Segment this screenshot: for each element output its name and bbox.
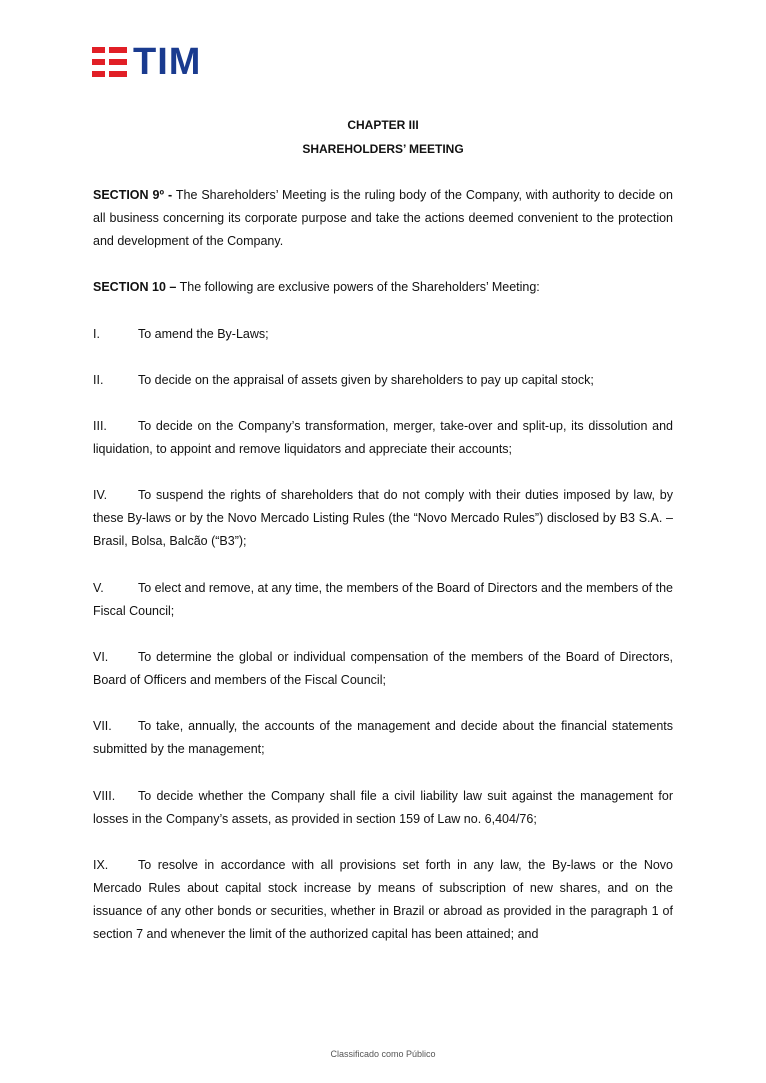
section-text: The following are exclusive powers of the Shareholders’ Meeting: [176,280,540,294]
item-text: To take, annually, the accounts of the management and decide about the financial statements submitted by the management; [93,719,673,756]
item-number: I. [93,327,100,341]
item-number: IX. [93,858,109,872]
list-item [93,484,673,553]
item-number: III. [93,419,107,433]
item-number: II. [93,373,104,387]
item-text: To suspend the rights of shareholders that do not comply with their duties imposed by law, by these By-laws or by the Novo Mercado Listing Rules (the “Novo Mercado Rules”) disclosed by B3 S.A. – Brasil, Bolsa, Balcão (“B3”); [93,488,673,548]
item-number: VI. [93,650,109,664]
list-item [93,323,673,346]
list-item [93,715,673,761]
list-item [93,785,673,831]
section-9-paragraph [93,184,673,253]
item-text: To decide whether the Company shall file a civil liability law suit against the management for losses in the Company’s assets, as provided in section 159 of Law no. 6,404/76; [93,789,673,826]
item-text: To decide on the appraisal of assets given by shareholders to pay up capital stock; [138,373,594,387]
tim-logo [92,41,202,83]
list-item [93,646,673,692]
logo-text: TIM [133,41,202,83]
list-item [93,369,673,392]
item-number: VIII. [93,789,116,803]
classification-footer: Classificado como Público [330,1049,436,1059]
item-text: To determine the global or individual compensation of the members of the Board of Directors, Board of Officers and members of the Fiscal Council; [93,650,673,687]
item-text: To amend the By-Laws; [138,327,269,341]
section-text: The Shareholders’ Meeting is the ruling body of the Company, with authority to decide on all business concerning its corporate purpose and take the actions deemed convenient to the protection and development of the Company. [93,188,674,248]
item-text: To decide on the Company’s transformation, merger, take-over and split-up, its dissolution and liquidation, to appoint and remove liquidators and appreciate their accounts; [93,419,673,456]
list-item [93,415,673,461]
chapter-subtitle: SHAREHOLDERS’ MEETING [302,142,464,156]
list-item [93,577,673,623]
item-number: IV. [93,488,108,502]
item-number: VII. [93,719,112,733]
tim-logo-mark [92,47,127,77]
section-label: SECTION 9º - [93,188,173,202]
section-10-paragraph [93,276,673,299]
list-item [93,854,673,946]
item-text: To elect and remove, at any time, the members of the Board of Directors and the members of the Fiscal Council; [93,581,673,618]
section-label: SECTION 10 – [93,280,177,294]
chapter-title: CHAPTER III [347,118,419,132]
item-text: To resolve in accordance with all provisions set forth in any law, the By-laws or the Novo Mercado Rules about capital stock increase by means of subscription of new shares, and on the issuance of any other bonds or securities, whether in Brazil or abroad as provided in the paragraph 1 of section 7 and whenever the limit of the authorized capital has been attained; and [93,858,673,941]
item-number: V. [93,581,104,595]
